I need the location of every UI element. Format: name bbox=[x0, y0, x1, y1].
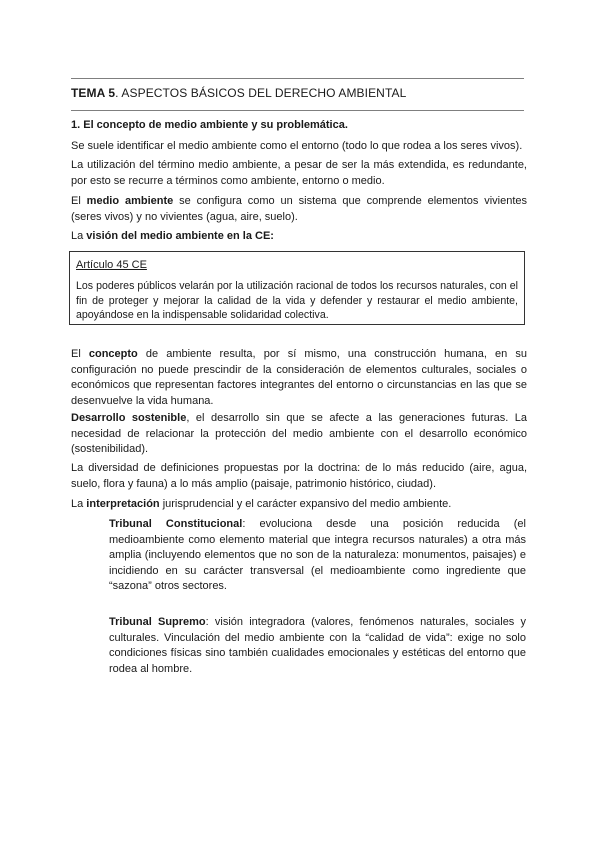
article-title: Artículo 45 CE bbox=[76, 259, 147, 271]
tema-title: . ASPECTOS BÁSICOS DEL DERECHO AMBIENTAL bbox=[115, 86, 407, 100]
top-rule bbox=[71, 78, 524, 79]
paragraph-tribunal-constitucional bbox=[109, 517, 526, 595]
bold-tribunal-supremo: Tribunal Supremo bbox=[109, 616, 206, 628]
title-underline-rule bbox=[71, 110, 524, 111]
text-fragment: : visión integradora (valores, fenómenos naturales, sociales y culturales. Vinculación del medio ambiente con la “calidad de vida”: exige no solo condiciones físicas sino también cualidades emocionales y estéticas del entorno que rodea al hombre. bbox=[109, 616, 527, 675]
paragraph-tribunal-supremo bbox=[109, 615, 526, 677]
section-heading: 1. El concepto de medio ambiente y su problemática. bbox=[71, 119, 348, 131]
text-fragment: de ambiente resulta, por sí mismo, una construcción humana, en su configuración no puede prescindir de la consideración de elementos culturales, sociales o económicos que representan factores integrantes del entorno o circunstancias en las que se desenvuelve la vida humana. bbox=[71, 348, 527, 407]
tema-number: TEMA 5 bbox=[71, 86, 116, 100]
text-fragment: El bbox=[71, 195, 87, 207]
paragraph-desarrollo-sostenible bbox=[71, 411, 527, 458]
text-fragment: jurisprudencial y el carácter expansivo del medio ambiente. bbox=[159, 498, 452, 510]
bold-interpretacion: interpretación bbox=[86, 498, 160, 510]
text-fragment: : evoluciona desde una posición reducida (el medioambiente como elemento material que integra recursos naturales) a otra más amplia (incluyendo elementos que no son de la naturaleza: monumentos, paisajes) e incidiendo en su carácter transversal (el medioambiente como ingrediente que “sazona” otros sectores. bbox=[109, 518, 526, 592]
bold-term-medio-ambiente: medio ambiente bbox=[86, 195, 174, 207]
article-text: Los poderes públicos velarán por la utilización racional de todos los recursos naturales, con el fin de proteger y mejorar la calidad de la vida y defender y restaurar el medio ambiente, apoyándose en la indispensable solidaridad colectiva. bbox=[76, 280, 518, 321]
text-fragment: , el desarrollo sin que se afecte a las generaciones futuras. La necesidad de relacionar la protección del medio ambiente con el desarrollo económico (sostenibilidad). bbox=[71, 412, 527, 455]
article-45-box bbox=[69, 251, 525, 325]
paragraph-diversidad: La diversidad de definiciones propuestas por la doctrina: de lo más reducido (aire, agua, suelo, flora y fauna) a lo más amplio (paisaje, patrimonio histórico, ciudad). bbox=[71, 462, 527, 490]
paragraph-entorno: Se suele identificar el medio ambiente como el entorno (todo lo que rodea a los seres vivos). bbox=[71, 140, 523, 152]
bold-desarrollo-sostenible: Desarrollo sostenible bbox=[71, 412, 187, 424]
text-fragment: El bbox=[71, 348, 89, 360]
paragraph-vision-ce bbox=[71, 229, 527, 245]
text-fragment: La bbox=[71, 498, 87, 510]
paragraph-sistema bbox=[71, 194, 527, 225]
paragraph-termino: La utilización del término medio ambiente, a pesar de ser la más extendida, es redundante, por esto se recurre a términos como ambiente, entorno o medio. bbox=[71, 159, 527, 187]
bold-concepto: concepto bbox=[88, 348, 138, 360]
paragraph-interpretacion bbox=[71, 497, 527, 513]
paragraph-concepto bbox=[71, 347, 527, 409]
bold-vision-ce: visión del medio ambiente en la CE: bbox=[86, 230, 274, 242]
text-fragment: La bbox=[71, 230, 87, 242]
text-fragment: se configura como un sistema que comprende elementos vivientes (seres vivos) y no vivientes (agua, aire, suelo). bbox=[71, 195, 528, 223]
page-title bbox=[71, 86, 406, 100]
bold-tribunal-constitucional: Tribunal Constitucional bbox=[109, 518, 243, 530]
